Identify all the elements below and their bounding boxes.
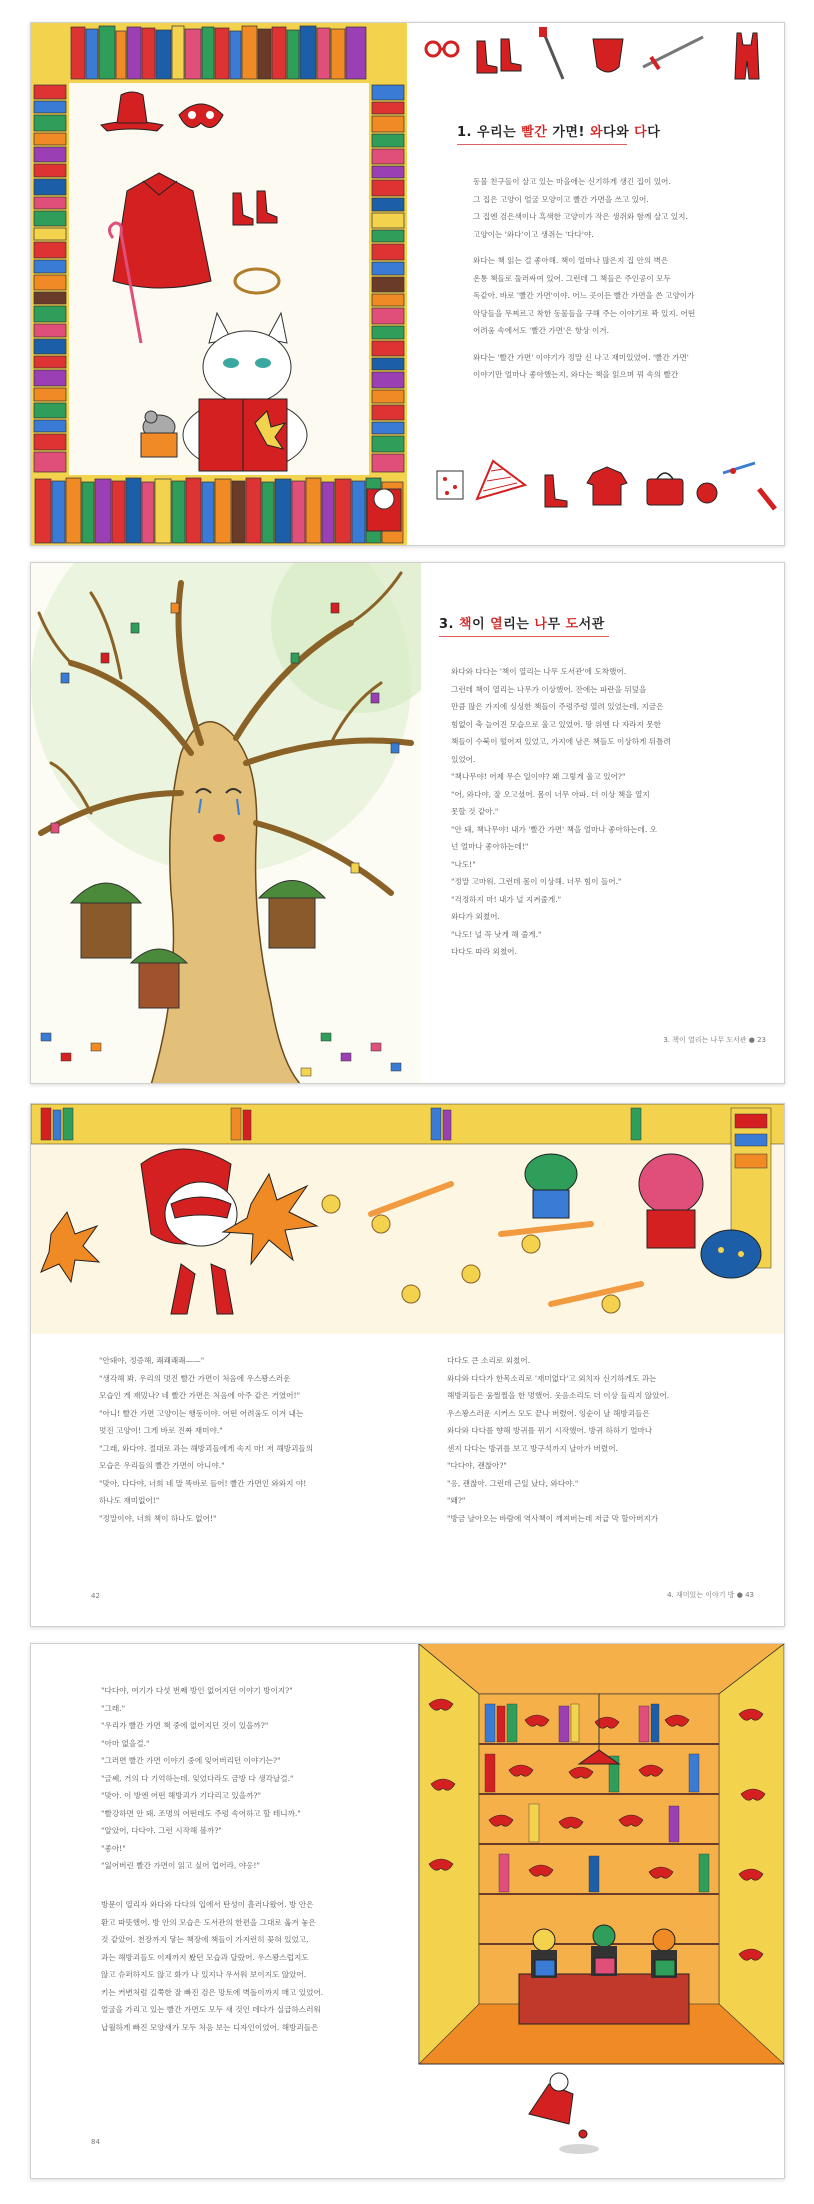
- paragraph: "맞아, 다다야, 너희 네 말 똑바로 들어! 빨간 가면인 와와지 야!: [99, 1478, 307, 1488]
- paragraph: "나도!": [451, 859, 476, 869]
- reading-table-villains: [519, 1925, 689, 2024]
- paragraph: 않고 슈퍼하지도 않고 화가 나 있지나 우서워 보이지도 않았어.: [101, 1970, 307, 1979]
- paragraph: "정말 고마워. 그런데 몸이 이상해. 너무 힘이 들어.": [451, 877, 622, 886]
- chapter-number: 3.: [439, 617, 454, 632]
- book-spread-4: [30, 1643, 785, 2179]
- paragraph: 키는 커변처럼 길쭉한 잘 빠진 검은 망토에 벽돌이까지 매고 있었어.: [101, 1987, 324, 1997]
- paragraph: 동물 친구들이 살고 있는 마을에는 신기하게 생긴 집이 있어.: [473, 177, 671, 186]
- mouse-dada-illustration: [141, 411, 177, 457]
- paragraph: "다다야, 여기가 다섯 번째 방인 없어지던 이야기 방이지?": [101, 1686, 293, 1695]
- right-page-body: [439, 1352, 749, 1527]
- paragraph: 다다도 따라 외쳤어.: [451, 947, 517, 956]
- paragraph: 과는 해방괴들도 이제까지 봤던 모습과 달랐어. 우스꽝스럽지도: [101, 1952, 309, 1962]
- chapter-heading: [457, 121, 660, 145]
- paragraph: "안돼야, 정증해, 쾌쾌쾌쾌——": [99, 1356, 205, 1365]
- firecracker-icon: [759, 489, 775, 509]
- paragraph: 책들이 수북이 떨어져 있었고, 가지에 남은 책들도 이상하게 뒤틀려: [451, 737, 671, 746]
- paragraph: "맞아. 이 방엔 어떤 해방괴가 기다리고 있을까?": [101, 1791, 261, 1800]
- paragraph: 이야기만 얼마나 좋아했는지, 와다는 책을 읽으며 꿔 속의 빨간: [473, 370, 679, 379]
- paragraph: 고양이는 '와다'이고 생쥐는 '다다'야.: [473, 229, 594, 239]
- red-jacket-icon: [587, 467, 627, 505]
- paragraph: 넌 얼마나 좋아하는데!": [451, 842, 529, 851]
- paragraph: 납월하게 빠진 모양새가 모두 처음 보는 디자인이었어. 해방괴들은: [101, 2022, 319, 2032]
- book-spread-2: [30, 562, 785, 1084]
- paragraph: 힘없이 축 늘어진 모습으로 울고 있었어. 땅 위엔 다 자라지 못한: [451, 719, 661, 729]
- paragraph: "방금 날아오는 바람에 역사책이 깨져버는데 저급 막 할아버지가: [447, 1513, 659, 1523]
- red-net-icon: [477, 461, 525, 499]
- pink-monster: [639, 1154, 703, 1248]
- illustration-cat-reading-room: [31, 23, 407, 546]
- book-tree-art: [31, 563, 421, 1084]
- paragraph: "나도! 널 꼭 낫게 해 줄게.": [451, 929, 542, 939]
- red-mask-icon: [179, 104, 223, 128]
- tree-house-left: [71, 883, 141, 958]
- page-folio-left: 84: [91, 2138, 100, 2146]
- paragraph: "빨강하면 안 돼. 조명의 어떤데도 주렁 속어하고 할 테니까.": [101, 1808, 301, 1818]
- paragraph: 온통 책들로 둘러싸여 있어. 그런데 그 책들은 주인공이 모두: [473, 273, 671, 283]
- chapter3-body: [443, 663, 763, 961]
- chapter1-body: [465, 173, 765, 384]
- paragraph: 와다와 다다는 '책이 열리는 나무 도서관'에 도착했어.: [451, 667, 627, 676]
- red-ball-icon: [697, 483, 717, 503]
- paragraph: 독같아. 바로 '빨간 가면'이야. 어느 곳이든 빨간 가면을 쓴 고양이가: [473, 291, 695, 300]
- page-folio-left: 42: [91, 1592, 100, 1600]
- blue-monster: [701, 1230, 761, 1278]
- bookshelf-frame-art: [31, 23, 407, 546]
- paragraph: 악당들을 무찌르고 착한 동물들을 구해 주는 이야기로 꽉 있지. 어떤: [473, 308, 696, 318]
- tree-house-bottom: [131, 949, 187, 1008]
- paragraph: "다다야, 괜찮아?": [447, 1461, 507, 1470]
- paragraph: 센지 다다는 방귀를 보고 방구석까지 날아가 버렸어.: [447, 1443, 618, 1453]
- chapter-number: 1.: [457, 125, 472, 140]
- paragraph: "알았어, 다다야. 그런 시작해 볼까?": [101, 1826, 222, 1835]
- red-overalls-icon: [735, 33, 759, 79]
- paragraph: "아마 없을걸.": [101, 1738, 150, 1748]
- chapter-title: 3. 책이 열리는 나무 도서관: [439, 617, 605, 632]
- chapter-heading: [439, 613, 609, 637]
- red-glasses-icon: [426, 42, 458, 56]
- paragraph: "글쎄, 거의 다 기억하는데. 잊었다라도 금방 다 생각날걸.": [101, 1773, 294, 1783]
- paragraph: 그 집엔 검은색이나 흑색한 고양이가 작은 생쥐와 함께 살고 있지.: [473, 212, 688, 221]
- paragraph: "생각해 봐. 우리의 멋진 빨간 가면이 처음에 우스꽝스러운: [99, 1373, 291, 1383]
- paragraph: 방문이 열리자 와다와 다다의 입에서 탄성이 흘러나왔어. 방 안은: [101, 1900, 314, 1909]
- paragraph: "좋아!": [101, 1843, 126, 1853]
- paragraph: "아니! 빨간 가면 고양이는 행동이야. 어떤 어려움도 이겨 내는: [99, 1408, 304, 1418]
- paragraph: "잃어버린 빨간 가면이 읽고 싶어 업어라, 야옹!": [101, 1861, 260, 1870]
- paragraph: "정말이야, 너희 책이 하나도 없어!": [99, 1513, 217, 1523]
- red-shield-icon: [593, 39, 623, 72]
- paragraph: 못할 것 같아.": [451, 807, 499, 816]
- paragraph: 그런데 책이 열리는 나무가 이상했어. 잔에는 파란을 뒤덮을: [451, 684, 647, 694]
- book-spread-1: [30, 22, 785, 546]
- title-underline: [439, 636, 609, 637]
- left-page-narration: [93, 1896, 403, 2036]
- paragraph: 모습인 게 재밌나? 네 빨간 가면은 처음에 아주 같은 거였어!": [99, 1391, 301, 1400]
- paragraph: "우리가 빨간 가면 책 중에 없어지던 것이 있을까?": [101, 1721, 269, 1730]
- rope-lasso-icon: [235, 269, 279, 293]
- paragraph: 만큼 많은 가지에 싱싱한 책들이 주렁주렁 열려 있었는데, 지금은: [451, 702, 664, 711]
- paragraph: 와다와 다다가 한목소리로 '재미없다'고 외치자 신기하게도 과는: [447, 1373, 657, 1383]
- paragraph: 그 집은 고양이 얼굴 모양이고 빨간 가면을 쓰고 있어.: [473, 194, 649, 204]
- red-boots-pair-icon: [477, 39, 521, 73]
- paragraph: 것 같았어. 천장까지 닿는 책장에 책들이 가지런히 꽂혀 있었고,: [101, 1935, 309, 1944]
- title-underline: [457, 144, 627, 145]
- red-bag-icon: [647, 473, 683, 505]
- paragraph: 와다는 책 읽는 걸 좋아해. 책이 얼마나 많은지 집 안의 벽은: [473, 256, 669, 265]
- paragraph: "걱정하지 마! 내가 널 지켜줄게.": [451, 894, 562, 904]
- sword-icon: [643, 37, 703, 69]
- cat-mascot-corner: [367, 489, 401, 531]
- paragraph: "그래.": [101, 1703, 126, 1713]
- paragraph: 와다와 다다를 향해 방귀를 뀌기 시작했어. 방귀 하하기 얼마나: [447, 1426, 653, 1435]
- red-hat-icon: [101, 92, 163, 131]
- red-masked-cat-hero: [141, 1149, 237, 1314]
- paragraph: 해방괴들은 움찔찔을 한 멍했어. 웃음소리도 더 이상 들리지 않았어.: [447, 1391, 670, 1400]
- mask-library-art: [409, 1644, 785, 2179]
- brush-stick-icon: [539, 27, 563, 79]
- paragraph: "그러면 빨간 가면 이야기 중에 잊어버리던 이야기는?": [101, 1756, 281, 1765]
- polka-dot-shorts-icon: [437, 471, 463, 499]
- paragraph: 모습은 우리들의 빨간 가면이 아니야.": [99, 1461, 225, 1470]
- paragraph: "왜?": [447, 1496, 466, 1505]
- costume-items-top: [407, 23, 785, 93]
- paragraph: "안 돼, 책나무야! 내가 '빨간 가면' 책을 얼마나 좋아하는데. 오: [451, 824, 657, 834]
- red-caped-cat-hero: [529, 2073, 599, 2154]
- page-right-chapter1: [407, 23, 785, 545]
- costume-items-bottom: [407, 453, 785, 533]
- paragraph: 다다도 큰 소리로 외쳤어.: [447, 1356, 531, 1365]
- white-cat-reading-illustration: [183, 313, 307, 471]
- paragraph: 얼굴을 가리고 있는 빨간 가면도 모두 새 것인 데다가 실급하스러워: [101, 2005, 321, 2014]
- paragraph: "책나무야! 어제 무슨 일이야? 왜 그렇게 울고 있어?": [451, 772, 626, 781]
- paragraph: "어, 와다야, 잘 오고셨어. 몸이 너무 아파. 더 이상 책을 열지: [451, 789, 650, 799]
- paragraph: 와다가 외쳤어.: [451, 912, 500, 921]
- green-monster: [525, 1154, 577, 1218]
- red-boot-single-icon: [545, 475, 567, 507]
- paragraph: 우스꽝스러운 시커스 모도 끝나 버렸어. 잉순이 날 해방괴들은: [447, 1408, 650, 1418]
- illustration-mask-library-room: [409, 1644, 785, 2179]
- battle-scene-art: [31, 1104, 785, 1334]
- paragraph: 와다는 '빨간 가면' 이야기가 정말 신 나고 재미있었어. '빨간 가면': [473, 352, 689, 362]
- paragraph: "응, 괜찮아. 그런데 근일 났다, 와다야.": [447, 1478, 579, 1488]
- illustration-battle-scene: [31, 1104, 785, 1334]
- book-spread-3: [30, 1103, 785, 1627]
- left-page-dialogue: [93, 1682, 403, 1875]
- paragraph: 있었어.: [451, 754, 476, 764]
- red-boots-icon: [233, 191, 277, 225]
- chapter-title: 1. 우리는 빨간 가면! 와다와 다다: [457, 125, 661, 140]
- page-folio-right: 4. 재미있는 이야기 방 ● 43: [667, 1591, 754, 1599]
- paragraph: 하나도 재미없어!": [99, 1496, 160, 1505]
- paragraph: "그래, 와다야. 절대로 과는 해방괴들에게 속지 마! 저 해방괴들의: [99, 1443, 314, 1453]
- tree-house-right: [259, 881, 325, 949]
- paragraph: 어려움 속에서도 '빨간 가면'은 항상 이겨.: [473, 326, 610, 335]
- page-folio: 3. 책이 열리는 나무 도서관 ● 23: [663, 1036, 766, 1044]
- page-right-chapter3: [421, 563, 785, 1083]
- left-page-body: [91, 1352, 391, 1527]
- illustration-book-tree: [31, 563, 421, 1084]
- paragraph: 멋진 고양이! 그게 바로 진짜 재미야.": [99, 1426, 223, 1435]
- paragraph: 환고 따뜻했어. 방 안의 모습은 도서관의 한편을 그대로 옮겨 놓은: [101, 1917, 316, 1927]
- wand-stick-icon: [723, 463, 755, 474]
